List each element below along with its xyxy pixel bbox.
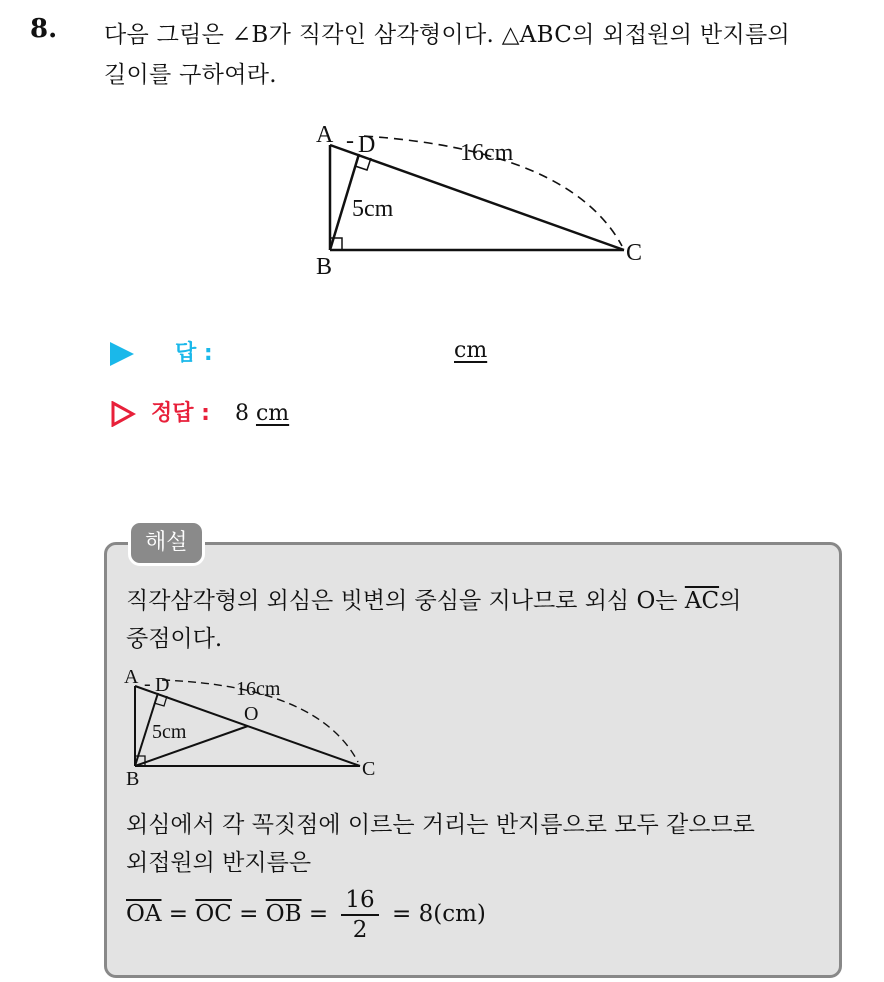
segment-ob-notation: $\overline{OB}$ — [265, 901, 302, 927]
question-text-line1: 다음 그림은 ∠B가 직각인 삼각형이다. △ABC의 외접원의 반지름의 — [104, 22, 790, 48]
question-number: 8. — [30, 14, 58, 44]
equals-sign-2: = — [239, 901, 259, 927]
answer-label: 답 : — [175, 341, 213, 366]
label-o: O — [244, 703, 259, 725]
label-c: C — [362, 758, 376, 780]
solution-line1-suffix: 의 — [719, 588, 742, 614]
label-a: A — [124, 666, 139, 688]
label-dash: - — [346, 128, 354, 154]
fraction-denominator: 2 — [352, 917, 368, 943]
solution-triangle-figure — [118, 664, 398, 794]
length-16cm: 16cm — [236, 678, 281, 700]
solution-line1 — [126, 582, 741, 615]
solution-line2: 중점이다. — [126, 626, 223, 652]
length-5cm: 5cm — [152, 721, 187, 743]
correct-answer-unit: cm — [255, 401, 290, 426]
fraction-numerator: 16 — [341, 886, 378, 916]
equals-sign-3: = — [308, 901, 329, 927]
fraction-16-over-2 — [341, 886, 378, 944]
correct-answer-row — [110, 396, 289, 427]
label-a: A — [316, 122, 334, 148]
segment-oa-notation: $\overline{OA}$ — [126, 901, 162, 927]
triangle-figure — [300, 110, 660, 290]
solution-line1-text: 직각삼각형의 외심은 빗변의 중심을 지나므로 외심 O는 — [126, 588, 685, 614]
length-16cm: 16cm — [460, 140, 514, 166]
answer-unit: cm — [454, 338, 488, 363]
play-outline-icon — [110, 401, 136, 427]
label-b: B — [316, 254, 333, 280]
solution-tag: 해설 — [128, 520, 205, 566]
question-text-line2: 길이를 구하여라. — [104, 62, 277, 88]
correct-answer-value: 8 — [234, 401, 249, 426]
play-filled-icon — [110, 342, 134, 366]
answer-row — [110, 336, 488, 367]
label-b: B — [126, 768, 140, 790]
segment-ac-notation: $\overline{AC}$ — [684, 588, 720, 614]
solution-line3: 외심에서 각 꼭짓점에 이르는 거리는 반지름으로 모두 같으므로 — [126, 812, 755, 838]
correct-answer-label: 정답 : — [151, 401, 210, 426]
label-c: C — [626, 240, 643, 266]
label-dash: - — [144, 673, 151, 695]
solution-equation — [126, 886, 486, 944]
segment-oc-notation: $\overline{OC}$ — [195, 901, 232, 927]
label-d: D — [358, 132, 376, 158]
label-d: D — [155, 674, 170, 696]
equation-result: = 8(cm) — [392, 901, 486, 927]
length-5cm: 5cm — [352, 196, 394, 222]
solution-line4: 외접원의 반지름은 — [126, 850, 312, 876]
equals-sign-1: = — [168, 901, 189, 927]
